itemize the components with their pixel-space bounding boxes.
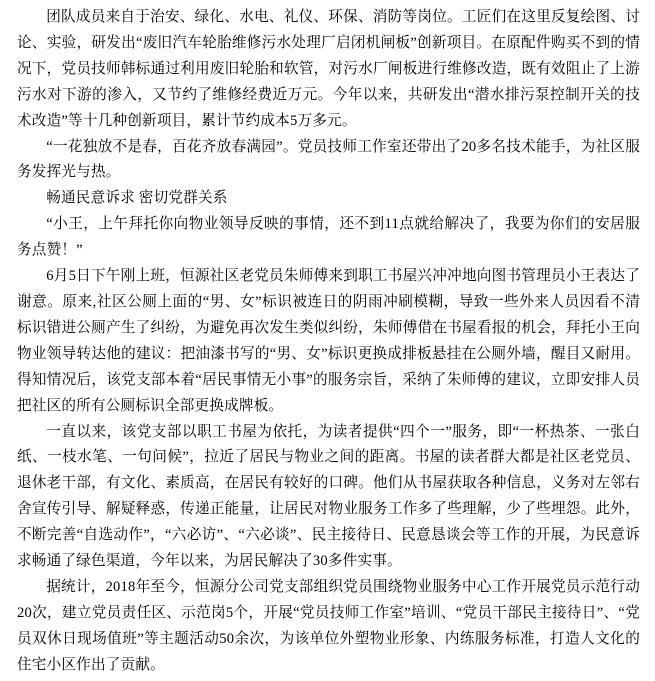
paragraph-xiaowang-quote: “小王，上午拜托你向物业领导反映的事情，还不到11点就给解决了，我要为你们的安居服务点赞！” — [17, 216, 640, 259]
paragraph-team-members: 团队成员来自于治安、绿化、水电、礼仪、环保、消防等岗位。工匠们在这里反复绘图、讨论、实验，研发出“废旧汽车轮胎维修污水处理厂启闭机闸板”创新项目。在原配件购买不到的情况下，党员技师韩标通过利用废旧轮胎和软管，对污水厂闸板进行维修改造，既有效阻止了上游污水对下游的渗入，又节约了维修经费近万元。今年以来，共研发出“潜水排污泵控制开关的技术改造”等十几种创新项目，累计节约成本5万多元。 — [17, 9, 640, 129]
section-heading-public-opinion: 畅通民意诉求 密切党群关系 — [46, 190, 228, 207]
paragraph-restroom-signs: 6月5日下午刚上班，恒源社区老党员朱师傅来到职工书屋兴冲冲地向图书管理员小王表达了谢意。原来,社区公厕上面的“男、女”标识被连日的阴雨冲刷模糊，导致一些外来人员因看不清标识错进公厕产生了纠纷，为避免再次发生类似纠纷，朱师傅借在书屋看报的机会，拜托小王向物业领导转达他的建议：把油漆书写的“男、女”标识更换成排板悬挂在公厕外墙，醒目又耐用。得知情况后，该党支部本着“居民事情无小事”的服务宗旨，采纳了朱师傅的建议，立即安排人员把社区的所有公厕标识全部更换成牌板。 — [17, 268, 640, 414]
paragraph-flower-quote: “一花独放不是春，百花齐放春满园”。党员技师工作室还带出了20多名技术能手，为社区服务发挥光与热。 — [17, 138, 640, 181]
paragraph-book-room-service: 一直以来，该党支部以职工书屋为依托，为读者提供“四个一”服务，即“一杯热茶、一张白纸、一枝水笔、一句问候”，拉近了居民与物业之间的距离。书屋的读者群大都是社区老党员、退休老干部，有文化、素质高，在居民有较好的口碑。他们从书屋获取各种信息，义务对左邻右舍宣传引导、解疑释惑，传递正能量，让居民对物业服务工作多了些理解，少了些埋怨。此外，不断完善“自选动作”，“六必访”、“六必谈”、民主接待日、民意恳谈会等工作的开展，为民意诉求畅通了绿色渠道，今年以来，为居民解决了30多件实事。 — [17, 423, 640, 570]
paragraph-statistics: 据统计，2018年至今，恒源分公司党支部组织党员围绕物业服务中心工作开展党员示范行动20次，建立党员责任区、示范岗5个，开展“党员技师工作室”培训、“党员干部民主接待日”、“党员双休日现场值班”等主题活动50余次，为该单位外塑物业形象、内练服务标准，打造人文化的住宅小区作出了贡献。 — [17, 578, 640, 673]
